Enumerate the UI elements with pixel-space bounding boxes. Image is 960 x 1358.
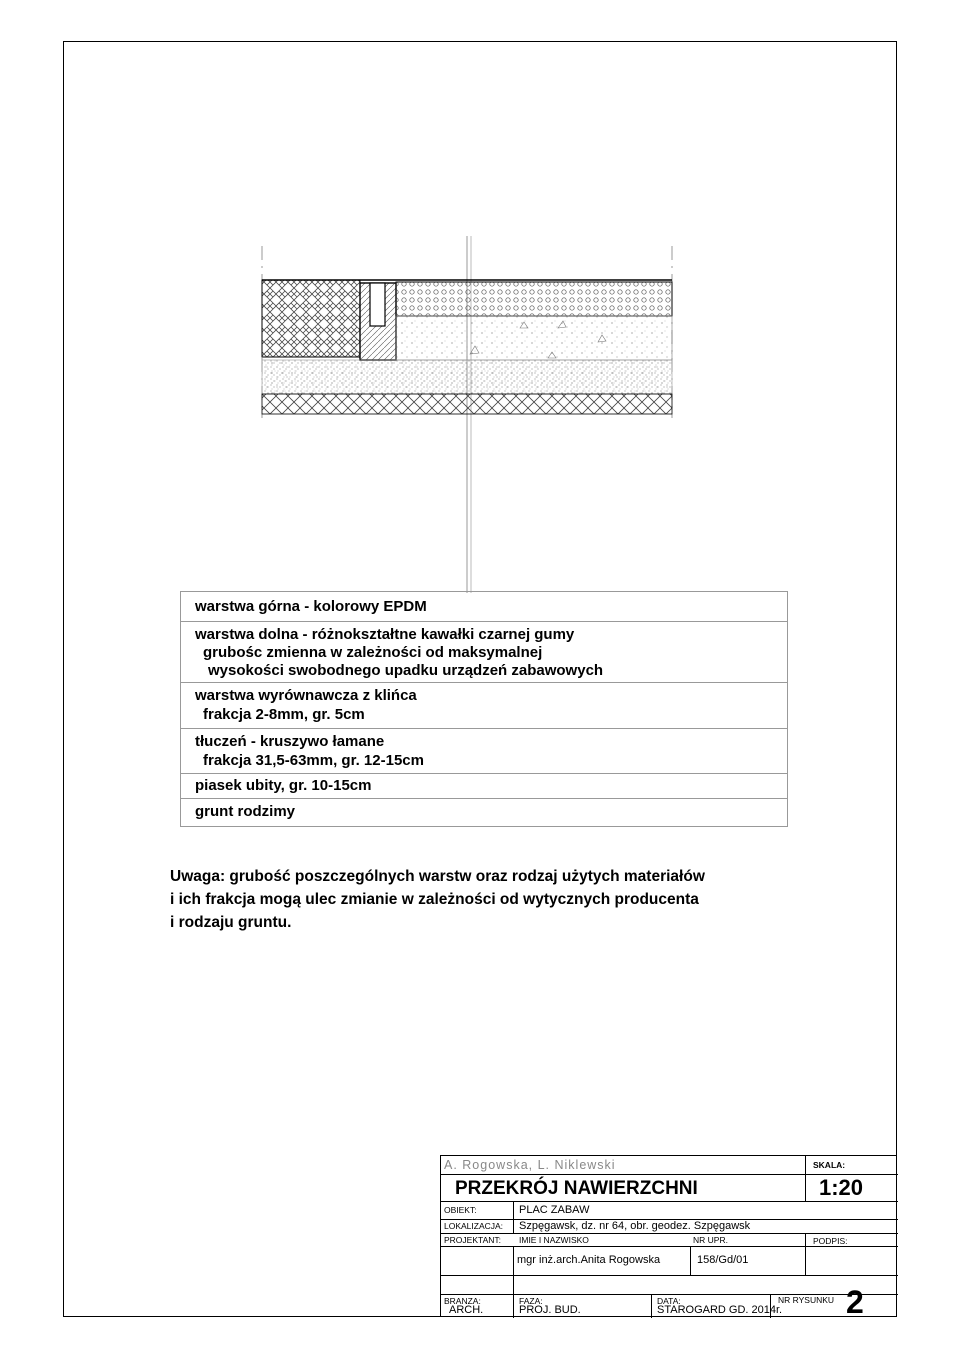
projektant-label: PROJEKTANT: bbox=[444, 1235, 501, 1245]
legend-row-leveling bbox=[181, 683, 787, 729]
nr-upr-label: NR UPR. bbox=[693, 1235, 728, 1245]
title-block bbox=[440, 1155, 897, 1320]
legend-text: wysokości swobodnego upadku urządzeń zabawowych bbox=[208, 662, 604, 679]
legend-text: tłuczeń - kruszywo łamane bbox=[195, 733, 385, 750]
layer-native-soil bbox=[262, 394, 672, 414]
obiekt-value: PLAC ZABAW bbox=[519, 1204, 590, 1216]
legend-text: warstwa dolna - różnokształtne kawałki czarnej gumy bbox=[195, 626, 575, 643]
legend-text: piasek ubity, gr. 10-15cm bbox=[195, 777, 372, 794]
lokalizacja-value: Szpęgawsk, dz. nr 64, obr. geodez. Szpęgawsk bbox=[519, 1220, 751, 1232]
drawing-title: PRZEKRÓJ NAWIERZCHNI bbox=[455, 1178, 698, 1199]
layer-legend bbox=[180, 591, 788, 827]
note-line: Uwaga: grubość poszczególnych warstw oraz rodzaj użytych materiałów bbox=[170, 868, 705, 885]
note-line: i rodzaju gruntu. bbox=[170, 914, 292, 931]
legend-text: frakcja 2-8mm, gr. 5cm bbox=[203, 706, 365, 723]
legend-row-native-soil bbox=[181, 799, 787, 826]
paving-left bbox=[262, 280, 360, 357]
legend-text: warstwa górna - kolorowy EPDM bbox=[195, 598, 427, 615]
legend-row-epdm bbox=[181, 592, 787, 622]
note-paragraph bbox=[170, 865, 705, 934]
legend-row-crushed-stone bbox=[181, 729, 787, 774]
legend-text: frakcja 31,5-63mm, gr. 12-15cm bbox=[203, 752, 424, 769]
authors: A. Rogowska, L. Niklewski bbox=[444, 1158, 616, 1172]
scale-value: 1:20 bbox=[819, 1175, 864, 1200]
legend-row-rubber bbox=[181, 622, 787, 683]
branza-label: BRANZA: bbox=[444, 1296, 481, 1306]
legend-row-sand bbox=[181, 774, 787, 799]
nr-upr-value: 158/Gd/01 bbox=[697, 1254, 749, 1266]
branza-value: ARCH. bbox=[449, 1304, 484, 1316]
nr-rysunku-value: 2 bbox=[846, 1284, 864, 1320]
legend-text: grunt rodzimy bbox=[195, 803, 295, 820]
layer-leveling bbox=[396, 316, 672, 360]
curb-slot bbox=[370, 283, 385, 326]
legend-text: grubośc zmienna w zależności od maksymalnej bbox=[203, 644, 543, 661]
podpis-label: PODPIS: bbox=[813, 1236, 848, 1246]
nr-rysunku-label: NR RYSUNKU bbox=[778, 1295, 835, 1305]
data-label: DATA: bbox=[657, 1296, 681, 1306]
faza-label: FAZA: bbox=[519, 1296, 543, 1306]
designer-name: mgr inż.arch.Anita Rogowska bbox=[517, 1254, 661, 1266]
note-line: i ich frakcja mogą ulec zmianie w zależności od wytycznych producenta bbox=[170, 891, 699, 908]
layer-epdm bbox=[396, 282, 672, 316]
lokalizacja-label: LOKALIZACJA: bbox=[444, 1221, 504, 1231]
obiekt-label: OBIEKT: bbox=[444, 1205, 477, 1215]
imie-label: IMIE I NAZWISKO bbox=[519, 1235, 589, 1245]
legend-text: warstwa wyrównawcza z klińca bbox=[195, 687, 417, 704]
skala-label: SKALA: bbox=[813, 1160, 846, 1170]
faza-value: PROJ. BUD. bbox=[519, 1304, 581, 1316]
data-value: STAROGARD GD. 2014r. bbox=[657, 1304, 783, 1316]
